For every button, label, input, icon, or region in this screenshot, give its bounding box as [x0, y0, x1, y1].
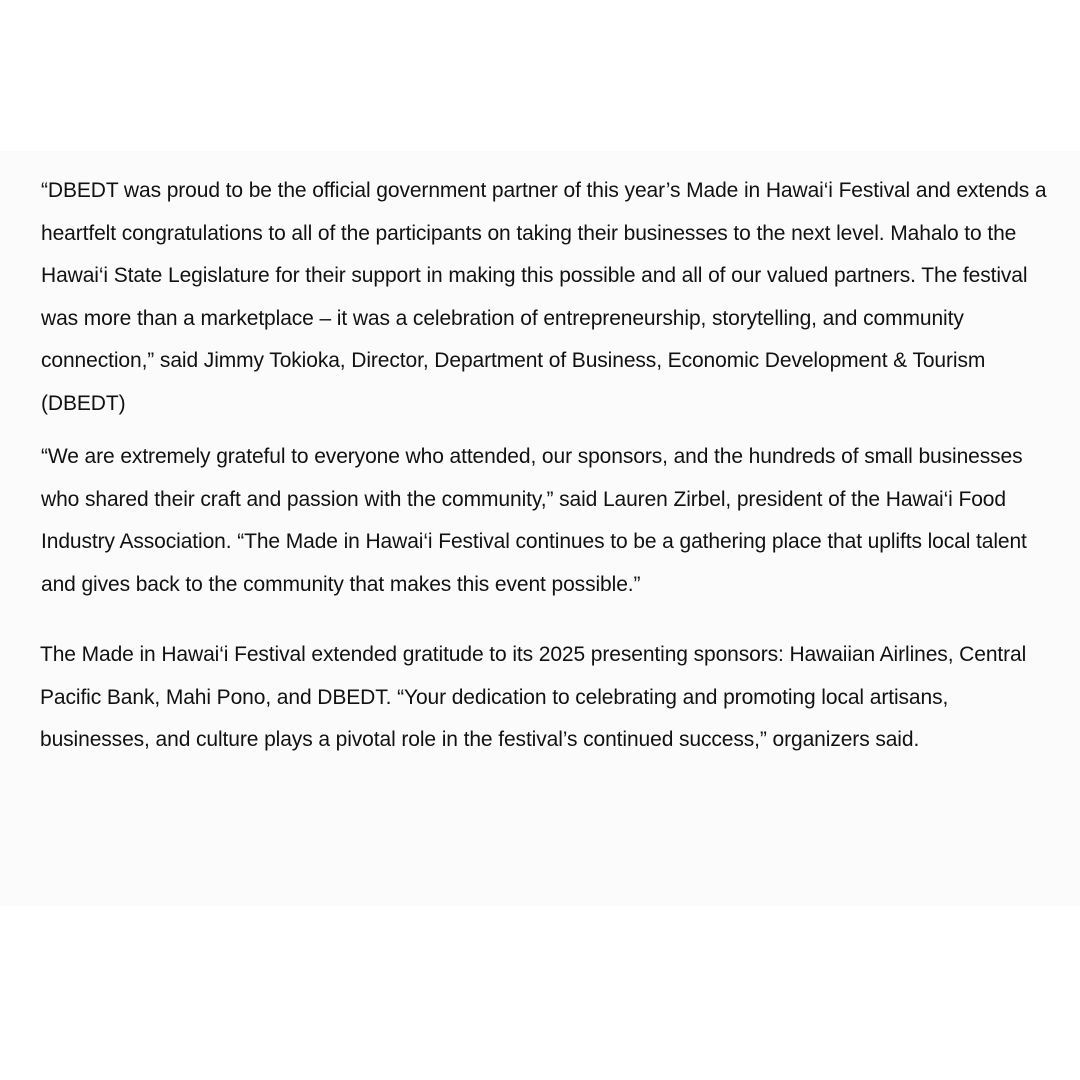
paragraph-sponsors: The Made in Hawai‘i Festival extended gratitude to its 2025 presenting sponsors: Hawaiian Airlines, Central Pacific Bank, Mahi Pono, and DBEDT. “Your dedication to celebrating and promoting local artisans, businesses, and culture plays a pivotal role in the festival’s continued success,” organizers said.	[40, 643, 1027, 751]
article-body	[0, 151, 1080, 906]
paragraph-dbedt-quote: “DBEDT was proud to be the official government partner of this year’s Made in Hawai‘i Festival and extends a heartfelt congratulations to all of the participants on taking their businesses to the next level. Mahalo to the Hawai‘i State Legislature for their support in making this possible and all of our valued partners. The festival was more than a marketplace – it was a celebration of entrepreneurship, storytelling, and community connection,” said Jimmy Tokioka, Director, Department of Business, Economic Development & Tourism (DBEDT)	[41, 179, 1047, 415]
paragraph-hfia-quote: “We are extremely grateful to everyone who attended, our sponsors, and the hundreds of small businesses who shared their craft and passion with the community,” said Lauren Zirbel, president of the Hawai‘i Food Industry Association. “The Made in Hawai‘i Festival continues to be a gathering place that uplifts local talent and gives back to the community that makes this event possible.”	[41, 445, 1027, 596]
